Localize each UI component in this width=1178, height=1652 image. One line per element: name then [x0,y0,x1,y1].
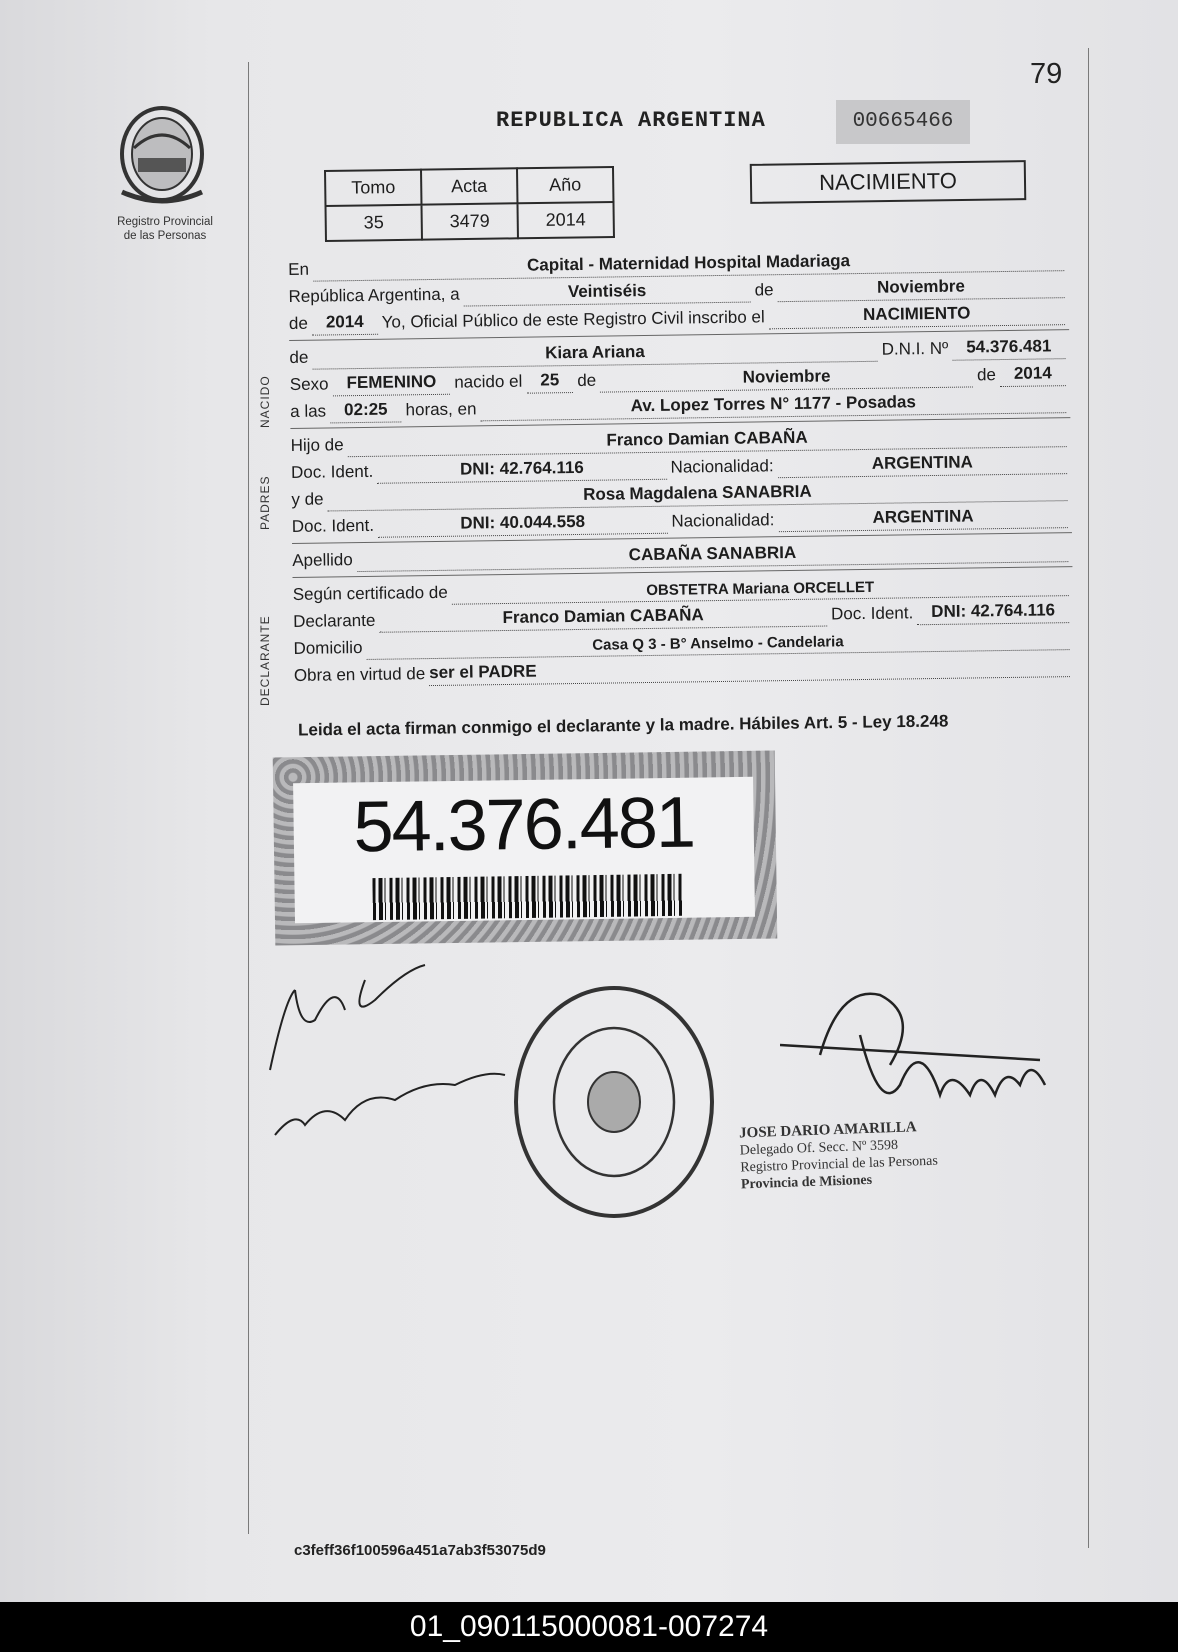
volume-value-acta: 3479 [421,203,517,239]
month-field: Noviembre [777,275,1064,302]
sex-field: FEMENINO [332,372,450,397]
year-field: 2014 [312,312,378,336]
volume-value-tomo: 35 [326,205,422,241]
official-province: Provincia de Misiones [740,1172,873,1193]
birth-place-field: Av. Lopez Torres N° 1177 - Posadas [480,390,1066,421]
father-doc-field: DNI: 42.764.116 [377,457,667,484]
footer-id: 01_090115000081-007274 [0,1602,1178,1652]
page-number: 79 [1030,58,1063,90]
official-stamp-icon [510,982,718,1222]
serial-number: 00665466 [836,100,970,144]
volume-value-anio: 2014 [517,202,613,238]
registration-form: En Capital - Maternidad Hospital Madariaga República Argentina, a Veintiséis de Noviembre de 2014 Yo, Oficial Público de este Registro Civil inscribo el NACIMIENTO de Kiara Ariana D.N.I. Nº 54.376.481 Sexo FEMENINO nacido el 25 de Noviembre de 2014 a las 02:25 horas, en Av. Lopez Torres N° 1177 - Posadas Hijo de Franco Damian CABAÑA Doc. Ident. DNI: 42.764.116 Nacionalidad: ARGENTINA y de Rosa Magdalena SANABRIA Doc. Ident. DNI: 40.044.558 Nacionalidad: ARGENTINA Apellido CABAÑA SANABRIA Según certificado de OBSTETRA Mariana ORCELLET Declarante Franco Damian CABAÑA Doc. Ident. DNI: 42.764.116 Domicilio Casa Q 3 - B° Anselmo - Candelaria Obra en virtud de ser el PADRE [288,244,1074,688]
document-hash: c3feff36f100596a451a7ab3f53075d9 [294,1542,546,1559]
country-title: REPUBLICA ARGENTINA [496,108,766,133]
mother-doc-field: DNI: 40.044.558 [378,511,668,538]
birth-month-field: Noviembre [600,364,973,392]
surname-field: CABAÑA SANABRIA [357,539,1069,572]
right-margin-line [1088,48,1089,1548]
side-label-declarante: DECLARANTE [258,615,272,706]
barcode-icon [372,874,683,920]
obra-field: ser el PADRE [429,654,1070,686]
birth-year-field: 2014 [1000,363,1066,387]
registry-label: Registro Provincial de las Personas [117,216,213,242]
place-field: Capital - Maternidad Hospital Madariaga [313,248,1064,281]
mother-field: Rosa Magdalena SANABRIA [327,478,1067,511]
birth-time-field: 02:25 [330,399,402,423]
side-label-nacido: NACIDO [258,375,272,428]
volume-table [324,166,615,242]
volume-header-tomo: Tomo [325,170,421,206]
birth-day-field: 25 [526,370,573,394]
address-field: Casa Q 3 - B° Anselmo - Candelaria [366,630,1069,660]
closing-statement: Leida el acta firman conmigo el declarante y la madre. Hábiles Art. 5 - Ley 18.248 [297,711,949,740]
act-type-box: NACIMIENTO [750,160,1027,204]
father-field: Franco Damian CABAÑA [347,424,1066,457]
name-field: Kiara Ariana [312,339,878,370]
official-org: Registro Provincial de las Personas [740,1153,939,1176]
official-role: Delegado Of. Secc. Nº 3598 [739,1137,899,1159]
declarant-doc-field: DNI: 42.764.116 [917,600,1069,625]
father-nationality-field: ARGENTINA [777,451,1067,478]
provincial-seal-icon [112,102,212,212]
mother-nationality-field: ARGENTINA [778,505,1068,532]
signature-declarant-icon [255,960,525,1160]
official-name: JOSE DARIO AMARILLA [738,1119,917,1142]
volume-header-anio: Año [517,167,613,203]
dni-sticker [273,751,778,946]
dni-field: 54.376.481 [952,336,1065,361]
volume-header-acta: Acta [421,168,517,204]
official-block [739,1119,939,1194]
day-field: Veintiséis [463,280,750,307]
inscribe-field: NACIMIENTO [769,302,1066,329]
dni-sticker-number: 54.376.481 [352,782,695,868]
certifier-field: OBSTETRA Mariana ORCELLET [452,576,1069,605]
declarant-field: Franco Damian CABAÑA [379,604,827,633]
side-label-padres: PADRES [258,475,272,530]
left-margin-line [248,62,249,1534]
